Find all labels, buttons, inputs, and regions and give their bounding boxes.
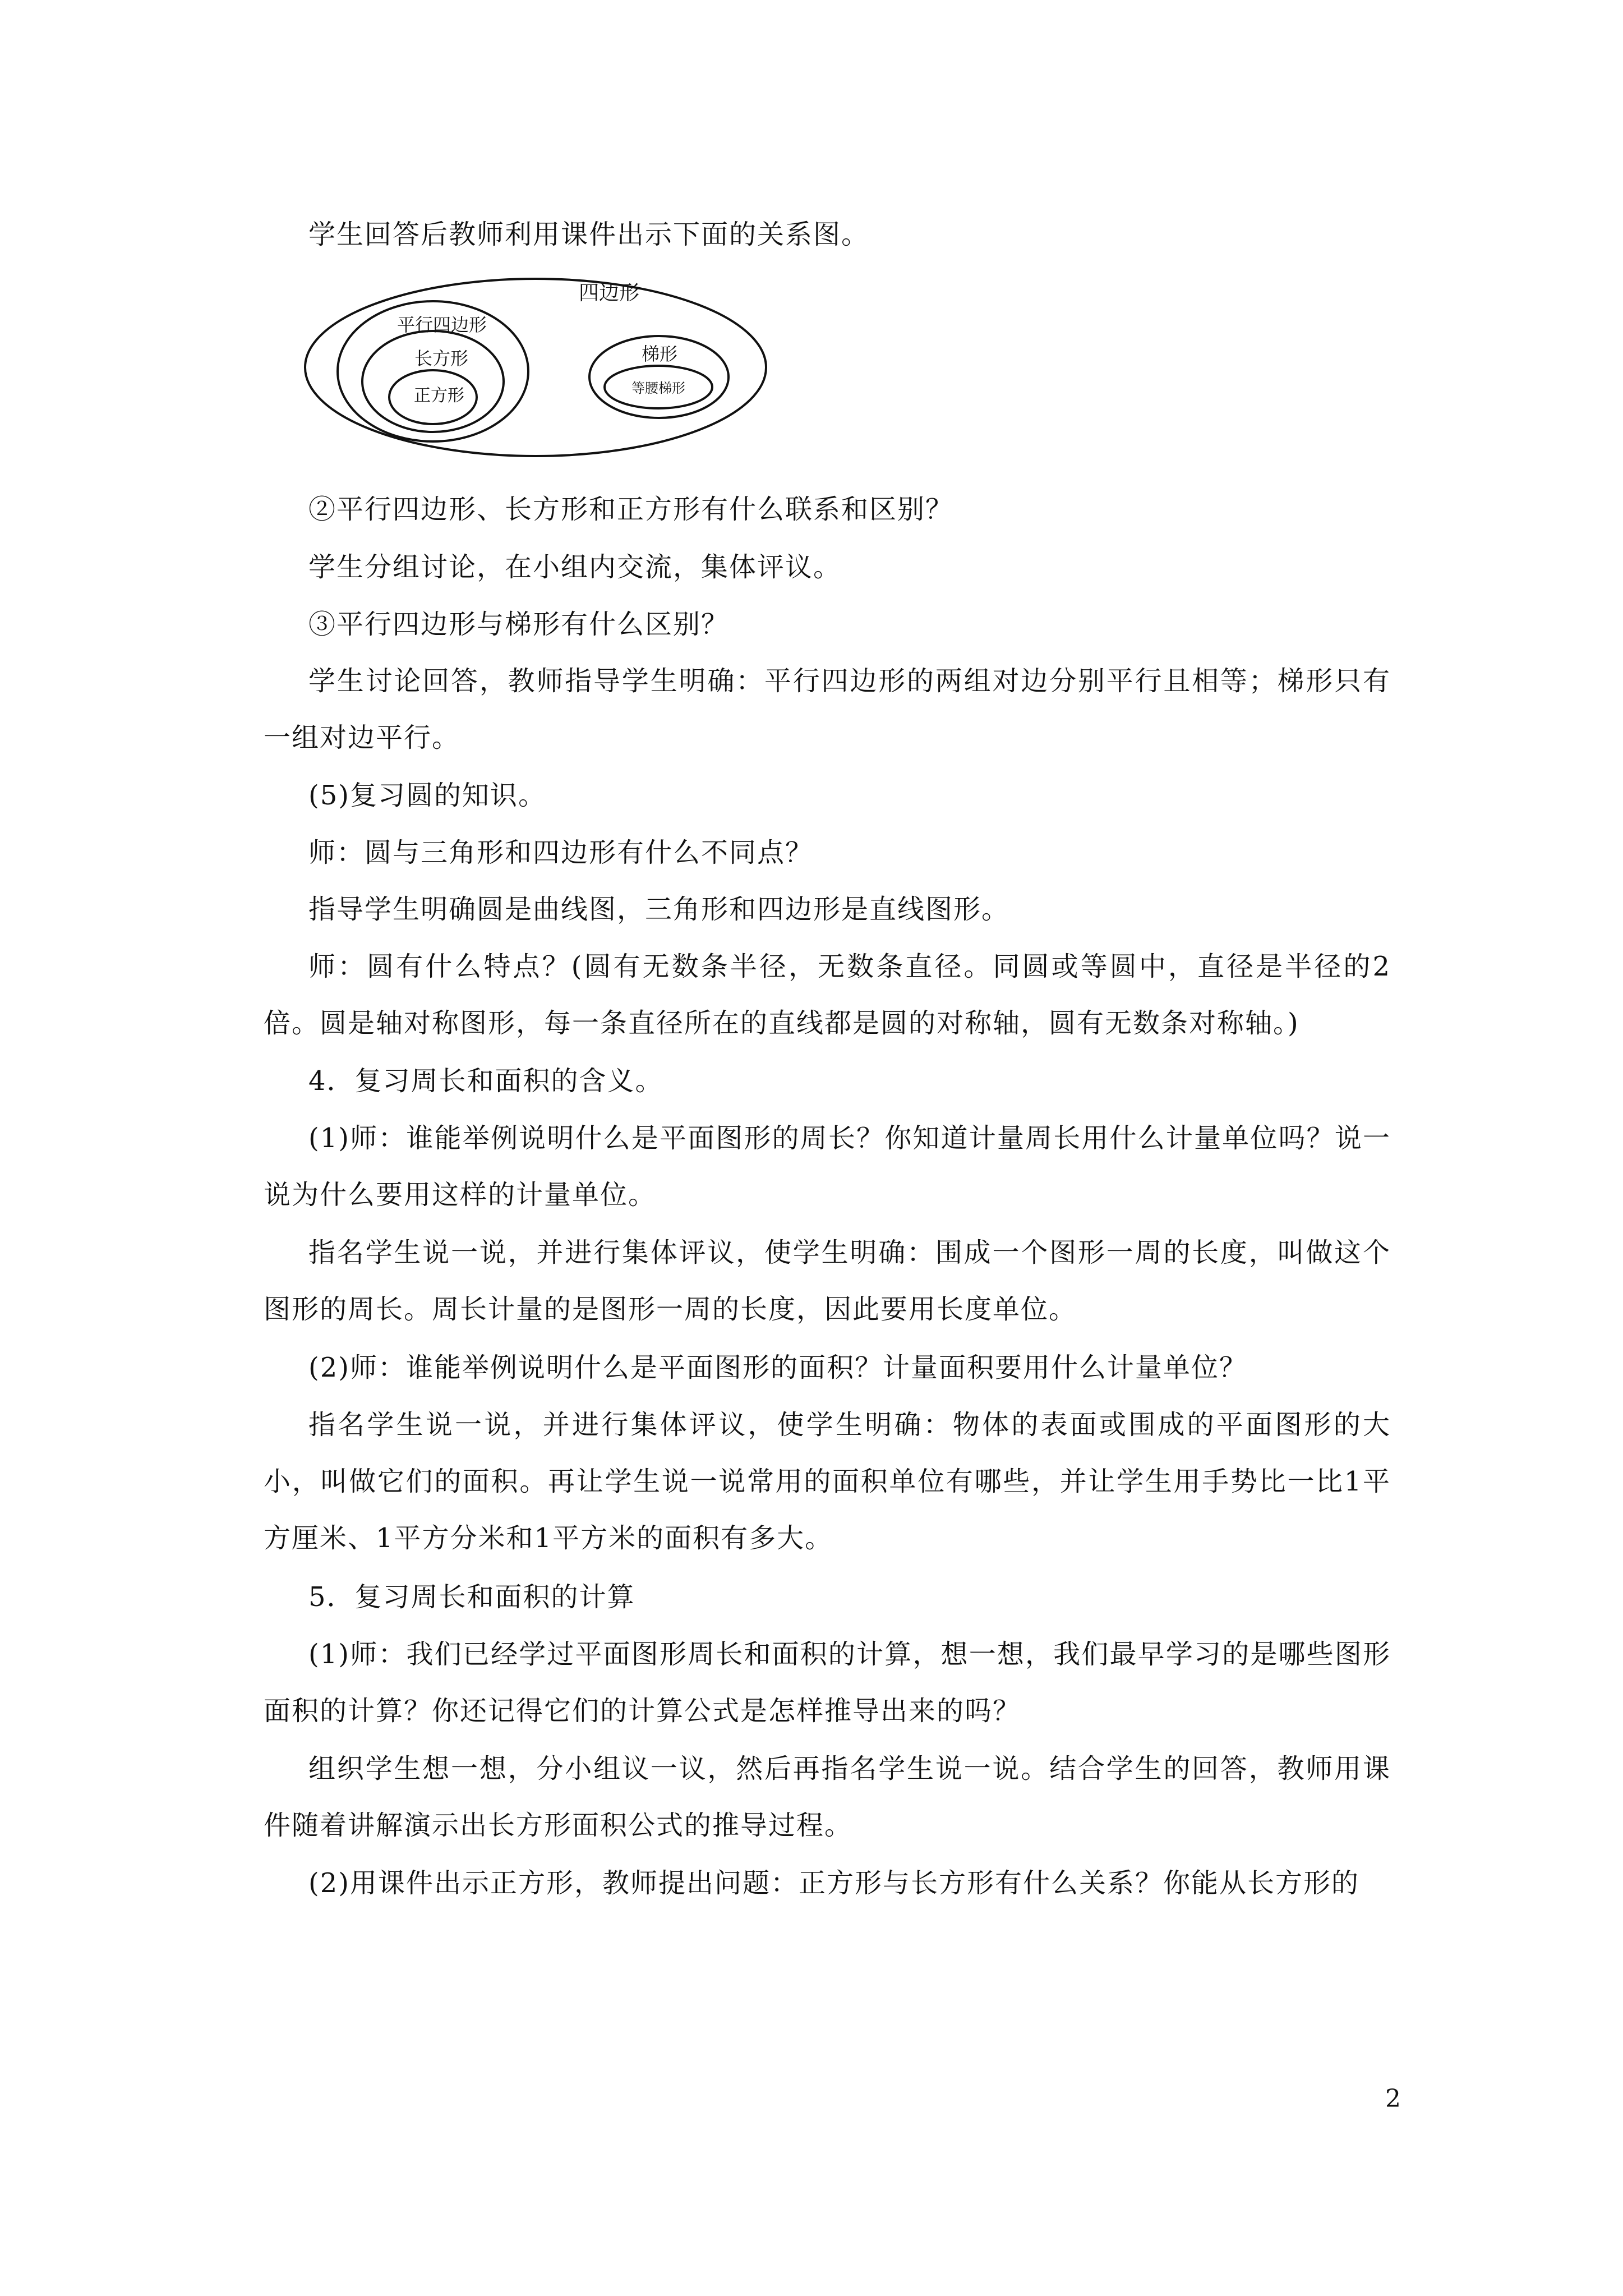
paragraph: 指名学生说一说，并进行集体评议，使学生明确：物体的表面或围成的平面图形的大小，叫做它们的面积。再让学生说一说常用的面积单位有哪些，并让学生用手势比一比1平方厘米、1平方分米和1平方米的面积有多大。 [264, 1409, 1391, 1554]
paragraph: 师：圆与三角形和四边形有什么不同点？ [308, 837, 814, 868]
paragraph: ③平行四边形与梯形有什么区别？ [308, 609, 730, 640]
paragraph: (1)师：谁能举例说明什么是平面图形的周长？你知道计量周长用什么计量单位吗？说一说为什么要用这样的计量单位。 [264, 1122, 1391, 1211]
trapezoid-label: 梯形 [642, 343, 678, 365]
page-number: 2 [1385, 2085, 1401, 2113]
rectangle-label: 长方形 [414, 348, 469, 369]
parallelogram-label: 平行四边形 [397, 314, 487, 335]
paragraph: (2)用课件出示正方形，教师提出问题：正方形与长方形有什么关系？你能从长方形的 [308, 1867, 1359, 1899]
paragraph: 学生分组讨论，在小组内交流，集体评议。 [308, 551, 842, 583]
paragraph: (5)复习圆的知识。 [308, 780, 546, 811]
paragraph: 组织学生想一想，分小组议一议，然后再指名学生说一说。结合学生的回答，教师用课件随着讲解演示出长方形面积公式的推导过程。 [264, 1753, 1391, 1841]
quadrilateral-ellipse [305, 279, 766, 456]
section-heading: 5．复习周长和面积的计算 [308, 1581, 635, 1613]
paragraph: 学生讨论回答，教师指导学生明确：平行四边形的两组对边分别平行且相等；梯形只有一组对边平行。 [264, 665, 1391, 753]
paragraph: ②平行四边形、长方形和正方形有什么联系和区别？ [308, 494, 954, 525]
paragraph: 师：圆有什么特点？(圆有无数条半径，无数条直径。同圆或等圆中，直径是半径的2倍。圆是轴对称图形，每一条直径所在的直线都是圆的对称轴，圆有无数条对称轴。) [264, 951, 1391, 1039]
intro-text: 学生回答后教师利用课件出示下面的关系图。 [308, 219, 870, 250]
section-heading: 4．复习周长和面积的含义。 [308, 1065, 663, 1097]
paragraph: (1)师：我们已经学过平面图形周长和面积的计算，想一想，我们最早学习的是哪些图形面积的计算？你还记得它们的计算公式是怎样推导出来的吗？ [264, 1639, 1391, 1727]
isosceles-trapezoid-label: 等腰梯形 [631, 380, 685, 396]
paragraph: (2)师：谁能举例说明什么是平面图形的面积？计量面积要用什么计量单位？ [308, 1352, 1247, 1383]
quadrilateral-label: 四边形 [579, 282, 640, 305]
quadrilateral-relationship-diagram [303, 275, 768, 460]
rectangle-ellipse [362, 331, 504, 432]
square-label: 正方形 [414, 386, 464, 406]
paragraph: 指导学生明确圆是曲线图，三角形和四边形是直线图形。 [308, 894, 1010, 925]
paragraph: 指名学生说一说，并进行集体评议，使学生明确：围成一个图形一周的长度，叫做这个图形的周长。周长计量的是图形一周的长度，因此要用长度单位。 [264, 1237, 1391, 1325]
